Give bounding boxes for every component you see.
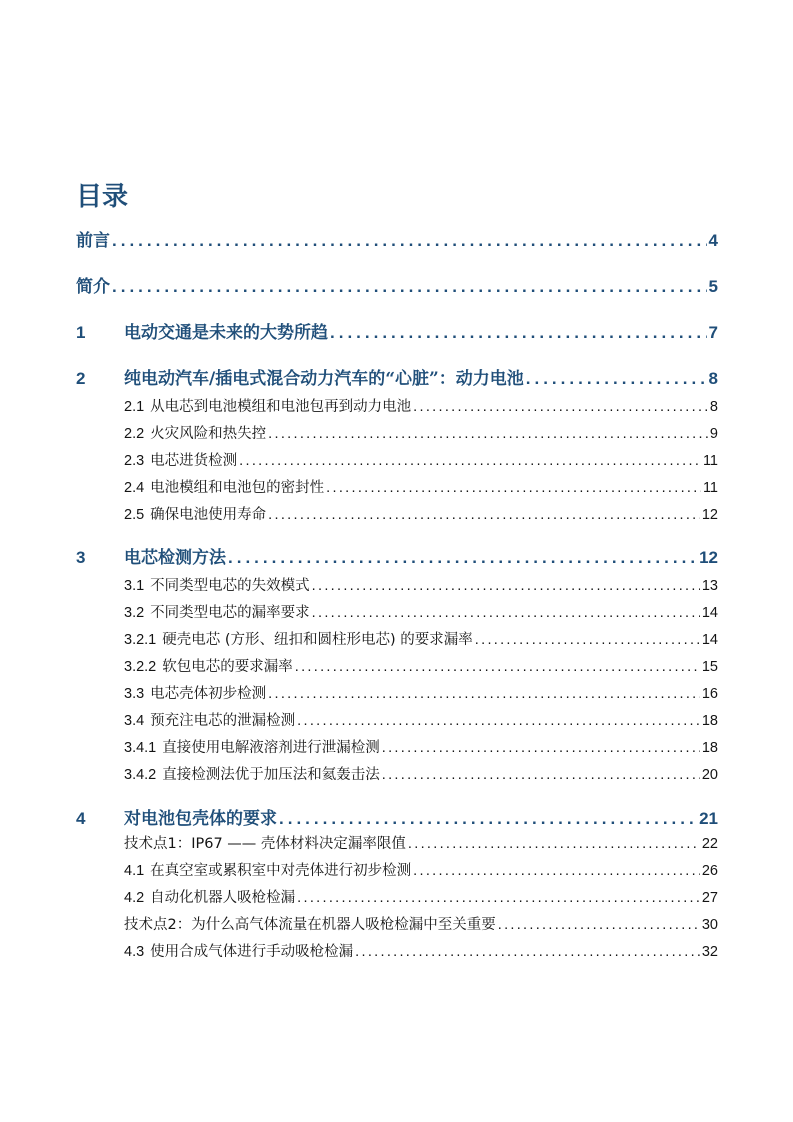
toc-leader-dots	[326, 480, 701, 496]
toc-entry-3-4-1[interactable]	[76, 736, 718, 757]
toc-leader-dots	[382, 767, 700, 783]
toc-entry-number: 3.4	[124, 713, 145, 729]
toc-entry-text: 电池模组和电池包的密封性	[150, 480, 325, 496]
toc-entry-4-3[interactable]	[76, 940, 718, 961]
toc-entry-page: 30	[701, 917, 718, 933]
toc-entry-number: 1	[76, 323, 86, 342]
toc-entry-text: 电动交通是未来的大势所趋	[124, 323, 328, 343]
toc-entry-number: 3.2	[124, 605, 145, 621]
toc-entry-4-2[interactable]	[76, 886, 718, 907]
toc-entry-text: 硬壳电芯 (方形、纽扣和圆柱形电芯) 的要求漏率	[162, 632, 473, 648]
toc-entry-text: 不同类型电芯的漏率要求	[150, 605, 310, 621]
toc-leader-dots	[228, 548, 697, 568]
toc-entry-number: 3.1	[124, 578, 145, 594]
toc-entry-page: 14	[701, 632, 718, 648]
toc-leader-dots	[355, 944, 700, 960]
toc-entry-intro[interactable]	[76, 272, 718, 297]
toc-entry-3-2[interactable]	[76, 601, 718, 622]
toc-entry-number: 2.2	[124, 426, 145, 442]
toc-leader-dots	[413, 863, 700, 879]
toc-leader-dots	[295, 659, 700, 675]
toc-entry-text: 技术点2：为什么高气体流量在机器人吸枪检漏中至关重要	[124, 917, 496, 933]
toc-entry-text: 使用合成气体进行手动吸枪检漏	[150, 944, 354, 960]
toc-entry-text: 电芯壳体初步检测	[150, 686, 267, 702]
toc-entry-number: 4.1	[124, 863, 145, 879]
toc-leader-dots	[312, 605, 700, 621]
toc-leader-dots	[475, 632, 700, 648]
toc-entry-page: 18	[701, 740, 718, 756]
toc-entry-2-1[interactable]	[76, 395, 718, 416]
toc-entry-tech-point-2[interactable]	[76, 913, 718, 934]
toc-entry-text: 纯电动汽车/插电式混合动力汽车的“心脏”：动力电池	[124, 369, 524, 389]
toc-entry-number: 4.3	[124, 944, 145, 960]
toc-leader-dots	[312, 578, 700, 594]
toc-entry-page: 8	[708, 369, 718, 388]
toc-leader-dots	[268, 507, 700, 523]
toc-entry-3-1[interactable]	[76, 574, 718, 595]
toc-entry-number: 4	[76, 809, 86, 828]
toc-entry-number: 2.3	[124, 453, 145, 469]
toc-entry-page: 12	[701, 507, 718, 523]
toc-title: 目录	[76, 182, 129, 212]
toc-leader-dots	[382, 740, 700, 756]
toc-entry-preface[interactable]	[76, 226, 718, 251]
toc-entry-number: 4.2	[124, 890, 145, 906]
toc-entry-page: 8	[709, 399, 718, 415]
toc-entry-text: 对电池包壳体的要求	[124, 809, 277, 829]
toc-entry-text: 直接使用电解液溶剂进行泄漏检测	[162, 740, 380, 756]
toc-entry-page: 21	[699, 809, 718, 828]
toc-entry-page: 22	[701, 836, 718, 852]
toc-entry-chapter-2[interactable]	[76, 364, 718, 389]
toc-leader-dots	[297, 890, 700, 906]
toc-entry-number: 3.2.1	[124, 632, 157, 648]
toc-entry-2-3[interactable]	[76, 449, 718, 470]
toc-entry-page: 26	[701, 863, 718, 879]
toc-entry-4-1[interactable]	[76, 859, 718, 880]
toc-entry-page: 18	[701, 713, 718, 729]
toc-entry-3-2-1[interactable]	[76, 628, 718, 649]
toc-leader-dots	[239, 453, 701, 469]
toc-entry-page: 13	[701, 578, 718, 594]
toc-entry-text: 火灾风险和热失控	[150, 426, 267, 442]
toc-entry-number: 3.2.2	[124, 659, 157, 675]
toc-entry-page: 16	[701, 686, 718, 702]
toc-entry-3-4-2[interactable]	[76, 763, 718, 784]
toc-entry-page: 27	[701, 890, 718, 906]
toc-entry-number: 2.5	[124, 507, 145, 523]
toc-leader-dots	[413, 399, 708, 415]
toc-entry-text: 前言	[76, 231, 110, 251]
toc-entry-page: 32	[701, 944, 718, 960]
toc-entry-2-5[interactable]	[76, 503, 718, 524]
toc-entry-page: 11	[702, 453, 718, 469]
toc-entry-3-2-2[interactable]	[76, 655, 718, 676]
toc-entry-number: 3	[76, 548, 86, 567]
toc-entry-tech-point-1[interactable]	[76, 832, 718, 853]
toc-leader-dots	[268, 686, 700, 702]
toc-entry-text: 不同类型电芯的失效模式	[150, 578, 310, 594]
toc-entry-3-4[interactable]	[76, 709, 718, 730]
toc-entry-text: 简介	[76, 277, 110, 297]
toc-leader-dots	[112, 277, 707, 297]
toc-entry-page: 14	[701, 605, 718, 621]
toc-leader-dots	[330, 323, 707, 343]
toc-entry-text: 确保电池使用寿命	[150, 507, 267, 523]
toc-entry-page: 7	[708, 323, 718, 342]
toc-leader-dots	[498, 917, 700, 933]
toc-leader-dots	[112, 231, 707, 251]
toc-entry-text: 从电芯到电池模组和电池包再到动力电池	[150, 399, 412, 415]
toc-entry-page: 9	[709, 426, 718, 442]
toc-entry-number: 3.3	[124, 686, 145, 702]
toc-entry-page: 12	[699, 548, 718, 567]
toc-entry-2-2[interactable]	[76, 422, 718, 443]
toc-leader-dots	[408, 836, 700, 852]
toc-entry-page: 20	[701, 767, 718, 783]
toc-entry-chapter-3[interactable]	[76, 543, 718, 568]
toc-entry-number: 3.4.2	[124, 767, 157, 783]
toc-entry-number: 2.4	[124, 480, 145, 496]
toc-entry-page: 5	[708, 277, 718, 296]
toc-entry-number: 2	[76, 369, 86, 388]
toc-entry-3-3[interactable]	[76, 682, 718, 703]
toc-entry-text: 软包电芯的要求漏率	[162, 659, 293, 675]
toc-entry-text: 自动化机器人吸枪检漏	[150, 890, 296, 906]
toc-entry-number: 3.4.1	[124, 740, 157, 756]
toc-leader-dots	[526, 369, 707, 389]
toc-leader-dots	[279, 809, 697, 829]
toc-entry-chapter-1[interactable]	[76, 318, 718, 343]
toc-entry-text: 在真空室或累积室中对壳体进行初步检测	[150, 863, 412, 879]
toc-entry-page: 4	[708, 231, 718, 250]
toc-entry-text: 电芯进货检测	[150, 453, 238, 469]
toc-entry-page: 11	[702, 480, 718, 496]
toc-entry-chapter-4[interactable]	[76, 804, 718, 829]
toc-leader-dots	[268, 426, 708, 442]
toc-entry-text: 技术点1：IP67 —— 壳体材料决定漏率限值	[124, 836, 406, 852]
toc-entry-text: 预充注电芯的泄漏检测	[150, 713, 296, 729]
toc-leader-dots	[297, 713, 700, 729]
toc-entry-page: 15	[701, 659, 718, 675]
toc-entry-text: 直接检测法优于加压法和氦轰击法	[162, 767, 380, 783]
toc-entry-number: 2.1	[124, 399, 145, 415]
toc-entry-2-4[interactable]	[76, 476, 718, 497]
toc-entry-text: 电芯检测方法	[124, 548, 226, 568]
